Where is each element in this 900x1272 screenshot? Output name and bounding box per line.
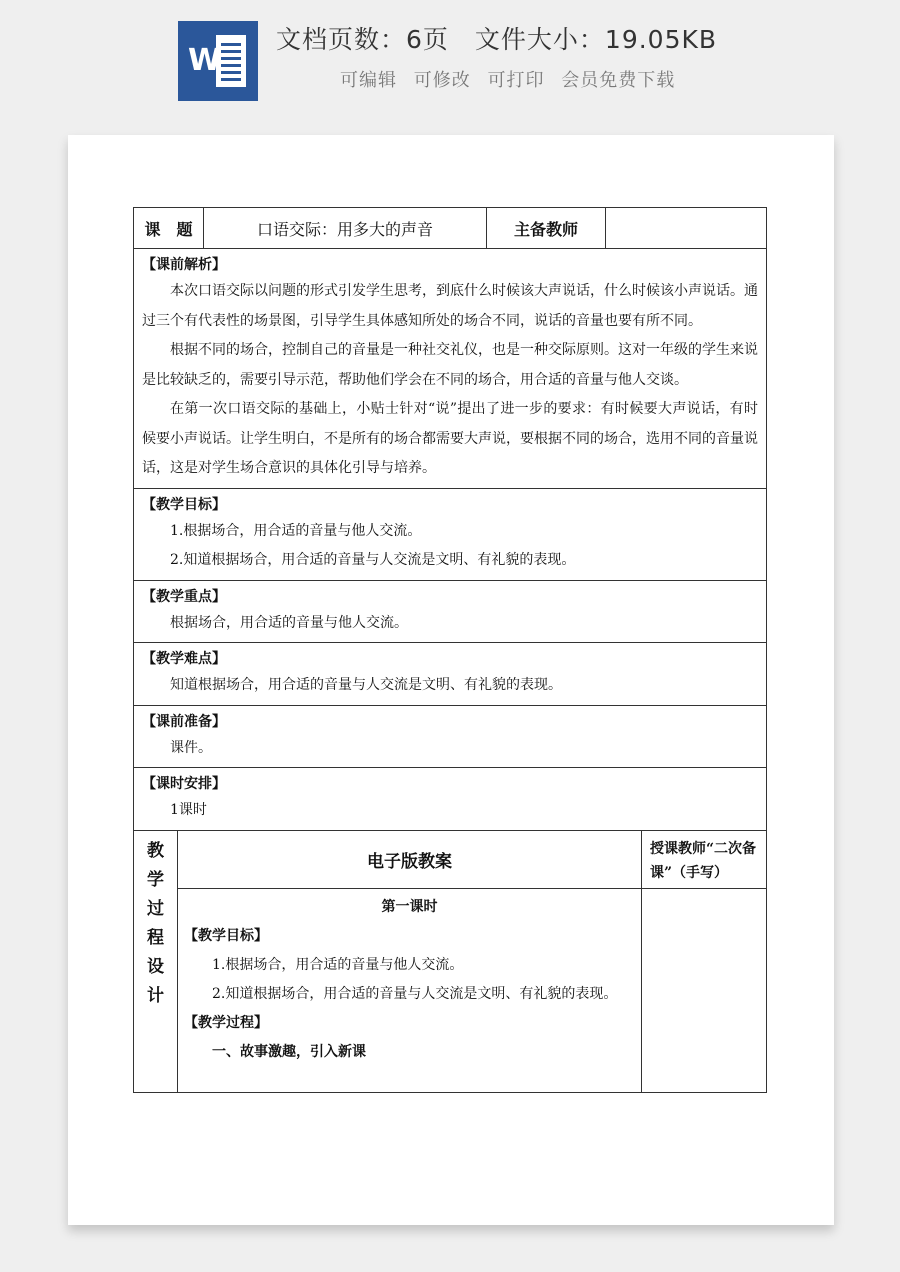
page-count: 文档页数：6页	[276, 25, 449, 54]
key-points-title: 【教学重点】	[142, 588, 226, 605]
analysis-title: 【课前解析】	[142, 257, 226, 273]
goal-item: 1.根据场合，用合适的音量与他人交流。	[170, 522, 422, 539]
tag-modifiable: 可修改	[413, 70, 471, 91]
key-points-text: 根据场合，用合适的音量与他人交流。	[170, 614, 408, 631]
word-icon-letter: W	[188, 43, 222, 78]
analysis-paragraph: 根据不同的场合，控制自己的音量是一种社交礼仪，也是一种交际原则。这对一年级的学生来说是比较缺乏的，需要引导示范，帮助他们学会在不同的场合，用合适的音量与他人交谈。	[142, 342, 758, 388]
electronic-plan-body	[178, 889, 641, 1071]
lesson-plan-table	[133, 207, 767, 1093]
process-side-label	[134, 831, 178, 1092]
side-char: 计	[147, 985, 164, 1006]
difficulties-title: 【教学难点】	[142, 651, 226, 667]
side-char: 过	[147, 898, 164, 919]
tag-member-download: 会员免费下载	[561, 70, 676, 91]
header-row	[134, 208, 766, 249]
process-steps-title: 【教学过程】	[184, 1014, 268, 1031]
tag-printable: 可打印	[487, 70, 545, 91]
word-document-icon	[178, 21, 258, 101]
lesson-title: 第一课时	[381, 898, 438, 915]
schedule-text: 1课时	[170, 802, 207, 818]
download-banner	[0, 0, 900, 135]
preparation-text: 课件。	[170, 739, 212, 756]
electronic-plan-column	[178, 831, 642, 1092]
tag-editable: 可编辑	[340, 70, 397, 91]
side-char: 教	[147, 840, 164, 861]
process-section	[134, 831, 766, 1092]
preparation-section	[134, 706, 766, 769]
analysis-paragraph: 在第一次口语交际的基础上，小贴士针对“说”提出了进一步的要求：有时候要大声说话，有时候要小声说话。让学生明白，不是所有的场合都需要大声说，要根据不同的场合，选用不同的音量说话，这是对学生场合意识的具体化引导与培养。	[142, 401, 758, 476]
goals-section	[134, 489, 766, 581]
process-goals-title: 【教学目标】	[184, 927, 268, 944]
feature-tags	[340, 66, 685, 92]
goals-title: 【教学目标】	[142, 496, 226, 513]
preparation-title: 【课前准备】	[142, 713, 226, 730]
difficulties-text: 知道根据场合，用合适的音量与人交流是文明、有礼貌的表现。	[170, 677, 562, 693]
side-char: 程	[147, 927, 164, 948]
difficulties-section	[134, 643, 766, 706]
process-step: 一、故事激趣，引入新课	[212, 1043, 366, 1060]
process-goal-item: 2.知道根据场合，用合适的音量与人交流是文明、有礼貌的表现。	[212, 985, 618, 1002]
key-points-section	[134, 581, 766, 644]
side-char: 设	[147, 956, 164, 977]
file-size: 文件大小：19.05KB	[474, 25, 718, 54]
process-goal-item: 1.根据场合，用合适的音量与他人交流。	[212, 956, 464, 973]
side-char: 学	[147, 869, 164, 890]
subject-value: 口语交际：用多大的声音	[204, 208, 487, 248]
analysis-paragraph: 本次口语交际以问题的形式引发学生思考，到底什么时候该大声说话，什么时候该小声说话。通过三个有代表性的场景图，引导学生具体感知所处的场合不同，说话的音量也要有所不同。	[142, 283, 758, 329]
handwritten-notes-header: 授课教师“二次备课”（手写）	[642, 831, 766, 889]
teacher-label: 主备教师	[487, 208, 606, 248]
schedule-title: 【课时安排】	[142, 776, 226, 792]
schedule-section	[134, 768, 766, 831]
analysis-section	[134, 249, 766, 489]
handwritten-notes-column	[642, 831, 766, 1092]
goal-item: 2.知道根据场合，用合适的音量与人交流是文明、有礼貌的表现。	[170, 552, 576, 568]
file-info	[276, 20, 717, 56]
teacher-value	[606, 208, 766, 248]
subject-label: 课 题	[134, 208, 204, 248]
electronic-plan-header: 电子版教案	[178, 831, 641, 889]
